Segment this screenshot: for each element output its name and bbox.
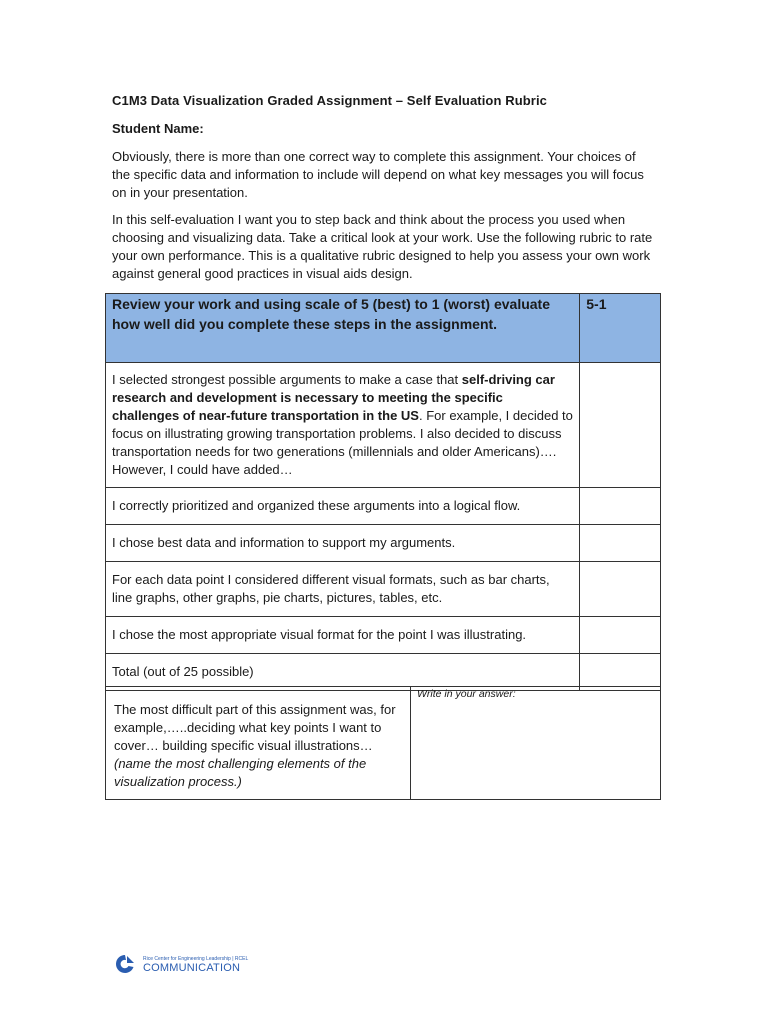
intro-paragraph-1: Obviously, there is more than one correct way to complete this assignment. Your choices of the specific data and information to include will depend on what key messages you will focus on in your presentation. — [112, 149, 644, 200]
footer-small-text: Rice Center for Engineering Leadership | RCEL — [143, 956, 249, 962]
rubric-row — [106, 562, 661, 617]
score-cell-2[interactable] — [580, 488, 661, 525]
rubric-row — [106, 363, 661, 488]
rubric-row — [106, 488, 661, 525]
footer-brand: COMMUNICATION — [143, 962, 241, 974]
answer-table — [105, 686, 661, 800]
score-cell-total[interactable] — [580, 654, 661, 691]
rubric-criterion-3: I chose best data and information to support my arguments. — [106, 525, 580, 562]
rubric-score-header: 5-1 — [580, 294, 661, 363]
answer-row — [106, 687, 661, 800]
page-title: C1M3 Data Visualization Graded Assignment – Self Evaluation Rubric — [112, 93, 547, 108]
rubric-row — [106, 525, 661, 562]
intro-paragraph-2: In this self-evaluation I want you to step back and think about the process you used when choosing and visualizing data. Take a critical look at your work. Use the following rubric to rate your own performance. This is a qualitative rubric designed to help you assess your own work against general good practices in visual aids design. — [112, 212, 653, 281]
rubric-table — [105, 293, 661, 691]
answer-field[interactable] — [411, 687, 661, 800]
score-cell-1[interactable] — [580, 363, 661, 488]
answer-question: The most difficult part of this assignment was, for example,…..deciding what key points I want to cover… building specific visual illustrations… (name the most challenging elements of the visualization process.) — [106, 687, 411, 800]
rubric-criterion-2: I correctly prioritized and organized these arguments into a logical flow. — [106, 488, 580, 525]
score-cell-5[interactable] — [580, 617, 661, 654]
rubric-criterion-4: For each data point I considered different visual formats, such as bar charts, line graphs, other graphs, pie charts, pictures, tables, etc. — [106, 562, 580, 617]
rubric-criterion-5: I chose the most appropriate visual format for the point I was illustrating. — [106, 617, 580, 654]
score-cell-3[interactable] — [580, 525, 661, 562]
rubric-header-row — [106, 294, 661, 363]
rcel-logo-icon — [112, 953, 138, 975]
rubric-total-label: Total (out of 25 possible) — [106, 654, 580, 691]
rubric-row — [106, 617, 661, 654]
write-in-label: Write in your answer: — [417, 688, 516, 700]
score-cell-4[interactable] — [580, 562, 661, 617]
rubric-criterion-1: I selected strongest possible arguments to make a case that self-driving car research and development is necessary to meeting the specific challenges of near-future transportation in the US. For example, I decided to focus on illustrating growing transportation problems. I also decided to discuss transportation needs for two generations (millennials and older Americans)…. However, I could have added… — [106, 363, 580, 488]
rubric-total-row — [106, 654, 661, 691]
rubric-header: Review your work and using scale of 5 (best) to 1 (worst) evaluate how well did you complete these steps in the assignment. — [106, 294, 580, 363]
student-name-label: Student Name: — [112, 121, 204, 136]
